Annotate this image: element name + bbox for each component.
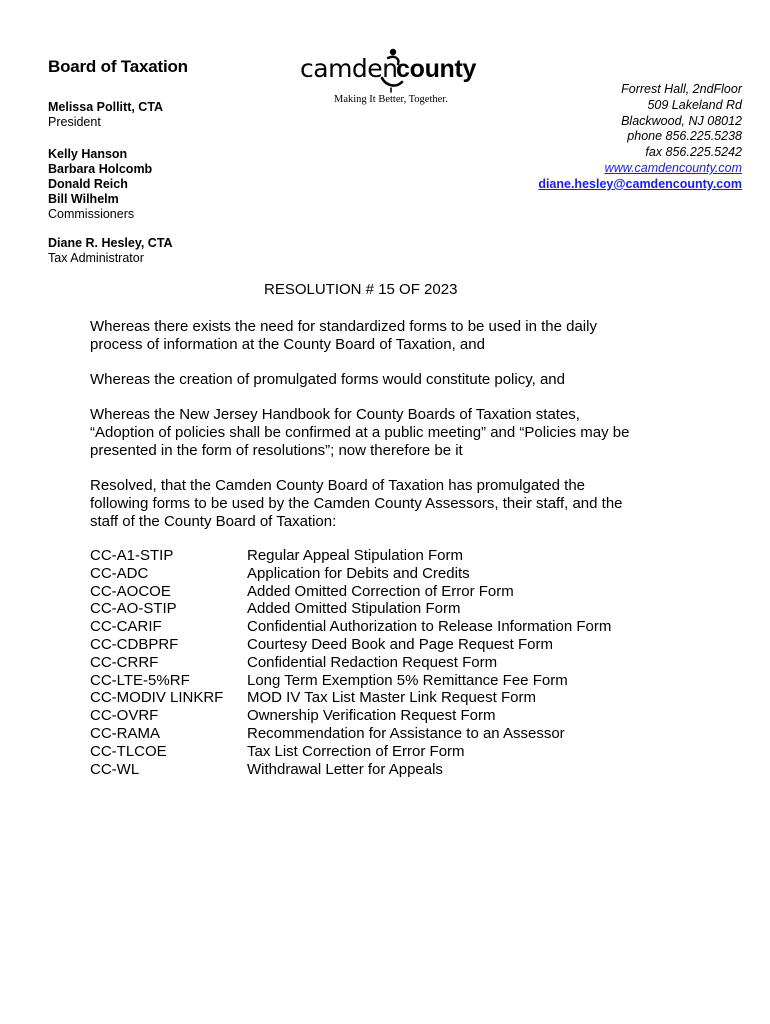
whereas-paragraph-2	[90, 371, 650, 389]
form-code: CC-AO-STIP	[90, 600, 177, 618]
form-code: CC-OVRF	[90, 707, 159, 725]
paragraph-line: Whereas the creation of promulgated forms would constitute policy, and	[90, 371, 565, 388]
form-item	[90, 654, 611, 672]
form-name: MOD IV Tax List Master Link Request Form	[247, 689, 536, 707]
logo-word-camden: camden	[300, 54, 398, 83]
paragraph-line: presented in the form of resolutions”; now therefore be it	[90, 442, 463, 459]
address-line-3: Blackwood, NJ 08012	[621, 113, 742, 128]
fax-number: fax 856.225.5242	[645, 145, 742, 160]
president-name: Melissa Pollitt, CTA	[48, 100, 164, 114]
form-name: Long Term Exemption 5% Remittance Fee Form	[247, 671, 568, 689]
form-name: Confidential Redaction Request Form	[247, 653, 498, 671]
commissioner-name: Donald Reich	[48, 177, 128, 191]
form-item	[90, 743, 611, 761]
address-line-2: 509 Lakeland Rd	[647, 97, 742, 112]
form-code: CC-CARIF	[90, 618, 162, 636]
logo-word-county: county	[396, 55, 477, 83]
form-item	[90, 636, 611, 654]
logo-tagline: Making It Better, Together.	[334, 94, 448, 105]
president-role: President	[48, 115, 101, 129]
paragraph-line: following forms to be used by the Camden County Assessors, their staff, and the	[90, 495, 623, 512]
form-item	[90, 547, 611, 565]
form-name: Application for Debits and Credits	[247, 564, 470, 582]
form-code: CC-WL	[90, 760, 140, 778]
president-block	[48, 100, 163, 130]
form-item	[90, 583, 611, 601]
paragraph-line: Resolved, that the Camden County Board of Taxation has promulgated the	[90, 477, 586, 494]
email-link[interactable]: diane.hesley@camdencounty.com	[538, 176, 742, 191]
form-code: CC-CDBPRF	[90, 635, 179, 653]
form-code: CC-CRRF	[90, 653, 159, 671]
administrator-name: Diane R. Hesley, CTA	[48, 236, 173, 250]
form-item	[90, 725, 611, 743]
form-item	[90, 689, 611, 707]
paragraph-line: staff of the County Board of Taxation:	[90, 513, 337, 530]
website-link[interactable]: www.camdencounty.com	[604, 160, 742, 175]
form-item	[90, 618, 611, 636]
form-code: CC-ADC	[90, 564, 149, 582]
administrator-block	[48, 236, 173, 266]
form-code: CC-TLCOE	[90, 742, 167, 760]
form-item	[90, 672, 611, 690]
form-code: CC-A1-STIP	[90, 547, 174, 564]
address-line-1: Forrest Hall, 2ndFloor	[621, 82, 742, 96]
resolved-paragraph	[90, 477, 650, 531]
paragraph-line: process of information at the County Board of Taxation, and	[90, 336, 485, 353]
form-code: CC-LTE-5%RF	[90, 671, 190, 689]
form-item	[90, 761, 611, 779]
administrator-role: Tax Administrator	[48, 251, 144, 265]
form-name: Withdrawal Letter for Appeals	[247, 760, 443, 778]
commissioner-name: Bill Wilhelm	[48, 192, 119, 206]
form-code: CC-MODIV LINKRF	[90, 689, 224, 707]
forms-list	[90, 547, 611, 778]
camden-county-logo	[296, 46, 486, 112]
form-name: Regular Appeal Stipulation Form	[247, 547, 463, 564]
form-code: CC-RAMA	[90, 724, 160, 742]
form-item	[90, 707, 611, 725]
commissioners-block	[48, 147, 152, 222]
whereas-paragraph-3	[90, 406, 650, 460]
whereas-paragraph-1	[90, 318, 650, 354]
address-block	[538, 82, 742, 193]
form-name: Added Omitted Correction of Error Form	[247, 582, 514, 600]
phone-number: phone 856.225.5238	[627, 129, 742, 144]
form-item	[90, 565, 611, 583]
paragraph-line: Whereas the New Jersey Handbook for County Boards of Taxation states,	[90, 406, 580, 423]
board-title: Board of Taxation	[48, 57, 188, 76]
form-name: Added Omitted Stipulation Form	[247, 600, 461, 618]
form-name: Recommendation for Assistance to an Assessor	[247, 724, 565, 742]
resolution-title: RESOLUTION # 15 OF 2023	[264, 281, 458, 298]
paragraph-line: Whereas there exists the need for standardized forms to be used in the daily	[90, 318, 597, 335]
form-name: Confidential Authorization to Release Information Form	[247, 618, 612, 636]
commissioner-name: Kelly Hanson	[48, 147, 128, 161]
paragraph-line: “Adoption of policies shall be confirmed at a public meeting” and “Policies may be	[90, 424, 630, 441]
commissioner-name: Barbara Holcomb	[48, 162, 153, 176]
form-code: CC-AOCOE	[90, 582, 171, 600]
form-item	[90, 600, 611, 618]
form-name: Ownership Verification Request Form	[247, 707, 496, 725]
form-name: Tax List Correction of Error Form	[247, 742, 465, 760]
commissioners-role: Commissioners	[48, 207, 135, 221]
form-name: Courtesy Deed Book and Page Request Form	[247, 635, 553, 653]
